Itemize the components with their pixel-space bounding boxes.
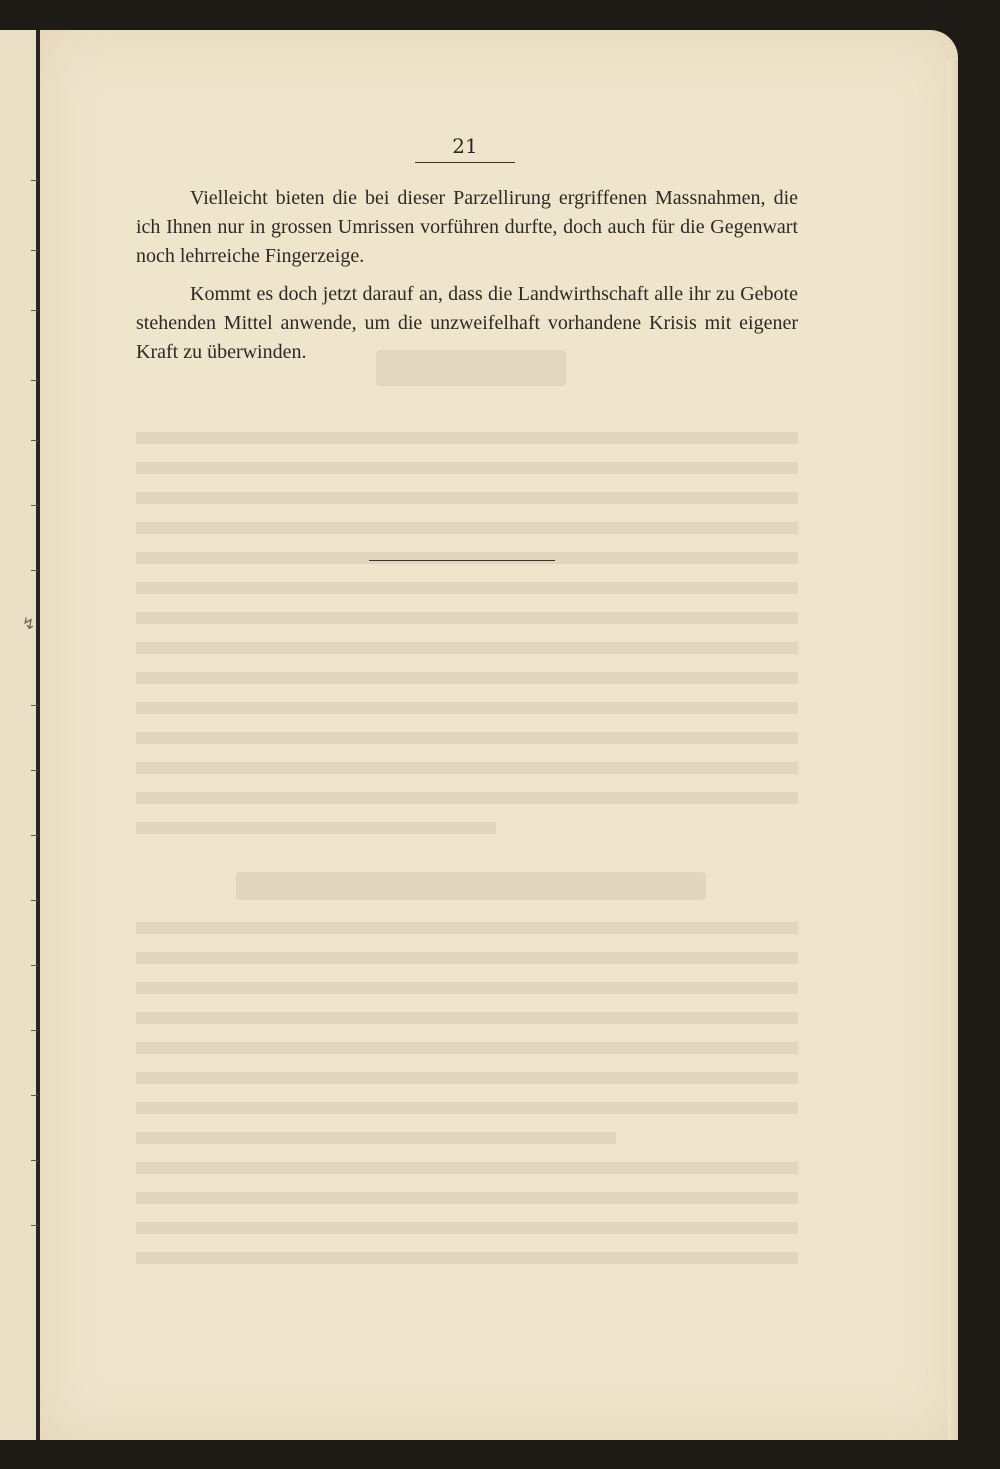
bleed-line [136,1132,616,1144]
bleed-line [136,672,798,684]
margin-tick [31,440,38,441]
bleed-line [136,1012,798,1024]
margin-tick [31,900,38,901]
paper-clip-mark-icon: ↯ [22,614,36,633]
bleed-line [136,952,798,964]
bleed-line [136,612,798,624]
margin-tick [31,835,38,836]
bleed-line [136,1162,798,1174]
margin-tick [31,770,38,771]
bleed-line [136,642,798,654]
bleed-line [136,1072,798,1084]
margin-tick [31,705,38,706]
bleed-line [136,1252,798,1264]
margin-tick [31,180,38,181]
bleed-line [136,732,798,744]
bleed-line [136,1042,798,1054]
bleed-line [136,582,798,594]
bleed-line [136,492,798,504]
margin-tick [31,965,38,966]
paragraph: Vielleicht bieten die bei dieser Parzellirung ergriffenen Massnahmen, die ich Ihnen nur in grossen Umrissen vorführen durfte, doch auch für die Gegenwart noch lehrreiche Fingerzeige. [136,187,798,267]
page-number-rule [415,162,515,163]
bleed-line [136,792,798,804]
bleed-heading [236,872,706,900]
bleed-line [136,702,798,714]
bleed-line [136,762,798,774]
margin-tick [31,1225,38,1226]
body-text [136,184,798,376]
bleed-through-text [136,350,798,1270]
bleed-line [136,1192,798,1204]
bleed-line [136,1102,798,1114]
margin-tick [31,570,38,571]
margin-tick [31,310,38,311]
margin-tick [31,1095,38,1096]
bleed-line [136,1222,798,1234]
bleed-line [136,982,798,994]
bleed-line [136,522,798,534]
margin-tick [31,505,38,506]
bleed-line [136,822,496,834]
page-number: 21 [452,134,478,158]
left-page-edge [0,30,36,1440]
bleed-line [136,462,798,474]
margin-tick [31,250,38,251]
bleed-line [136,552,798,564]
paragraph: Kommt es doch jetzt darauf an, dass die Landwirthschaft alle ihr zu Gebote stehenden Mittel anwende, um die unzweifelhaft vorhandene Krisis mit eigener Kraft zu überwinden. [136,283,798,363]
section-divider [369,560,555,561]
margin-tick [31,380,38,381]
bleed-line [136,432,798,444]
page-edge-shadow [948,60,958,1440]
margin-tick [31,1030,38,1031]
bleed-line [136,922,798,934]
margin-tick [31,1160,38,1161]
